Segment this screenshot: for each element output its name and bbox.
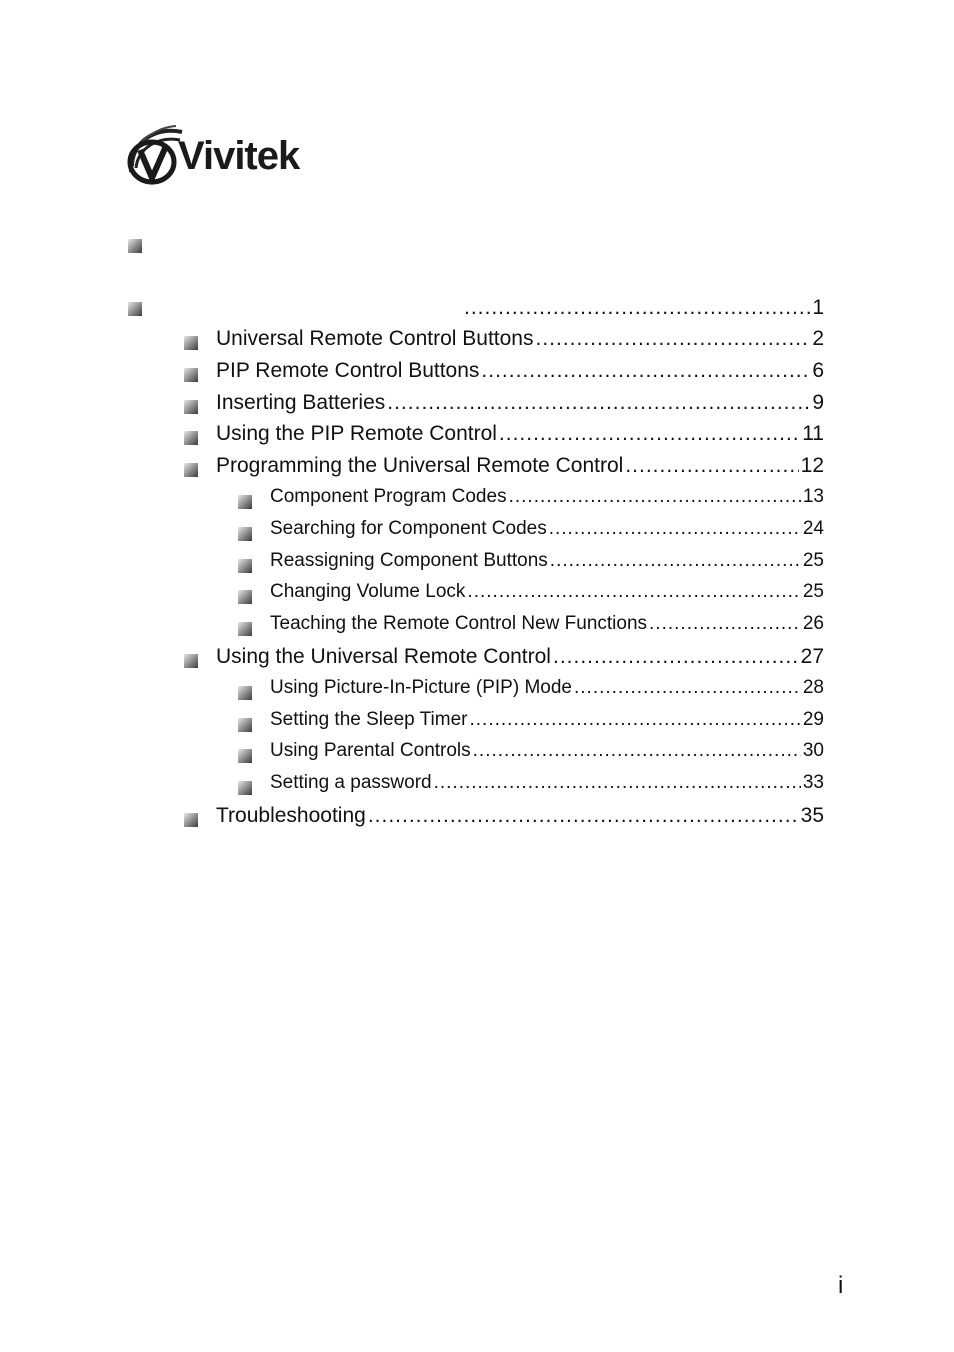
toc-entry-title: Teaching the Remote Control New Functions (270, 613, 648, 634)
toc-entry-page: 12 (800, 454, 824, 477)
logo-wordmark: Vivitek (178, 134, 300, 178)
toc-section-row[interactable] (462, 296, 824, 320)
toc-bullet-icon (184, 813, 198, 827)
toc-bullet-icon (184, 654, 198, 668)
toc-entry[interactable] (216, 645, 824, 669)
toc-leader (434, 772, 801, 794)
toc-entry-title: Using the PIP Remote Control (216, 422, 497, 445)
toc-bullet-icon (238, 622, 252, 636)
toc-entry[interactable] (270, 772, 824, 794)
toc-bullet-icon (184, 431, 198, 445)
toc-entry-page: 2 (812, 327, 824, 350)
toc-leader (464, 296, 810, 320)
toc-entry[interactable] (216, 327, 824, 351)
toc-entry-title: Universal Remote Control Buttons (216, 327, 534, 350)
toc-entry-page: 11 (802, 422, 824, 445)
toc-entry-page: 35 (800, 804, 824, 827)
toc-leader (467, 581, 800, 603)
toc-bullet-icon (184, 463, 198, 477)
toc-bullet-icon (238, 527, 252, 541)
toc-bullet-icon (238, 781, 252, 795)
section-bullet-icon (128, 302, 142, 316)
toc-entry-title: Using Parental Controls (270, 740, 471, 761)
toc-bullet-icon (238, 718, 252, 732)
toc-entry-title: Using Picture-In-Picture (PIP) Mode (270, 677, 572, 698)
toc-bullet-icon (238, 559, 252, 573)
vivitek-swoosh-icon (126, 122, 186, 188)
toc-leader (553, 645, 799, 669)
toc-page-number: 1 (812, 296, 824, 319)
toc-entry-page: 29 (802, 709, 824, 730)
toc-entry-page: 6 (812, 359, 824, 382)
toc-leader (549, 518, 801, 540)
toc-bullet-icon (184, 368, 198, 382)
toc-entry-title: Using the Universal Remote Control (216, 645, 551, 668)
toc-leader (368, 804, 799, 828)
toc-entry[interactable] (216, 454, 824, 478)
toc-entry-page: 28 (802, 677, 824, 698)
toc-entry-page: 13 (802, 486, 824, 507)
toc-leader (499, 422, 800, 446)
toc-entry-page: 30 (802, 740, 824, 761)
toc-entry-page: 25 (802, 581, 824, 602)
toc-entry[interactable] (270, 581, 824, 603)
toc-leader (470, 709, 801, 731)
toc-entry-title: Inserting Batteries (216, 391, 386, 414)
toc-entry[interactable] (270, 613, 824, 635)
toc-entry-page: 33 (802, 772, 824, 793)
toc-bullet-icon (238, 686, 252, 700)
toc-entry[interactable] (216, 359, 824, 383)
vivitek-logo (126, 122, 330, 188)
toc-entry-title: Troubleshooting (216, 804, 366, 827)
toc-entry-page: 9 (812, 391, 824, 414)
toc-entry-title: Reassigning Component Buttons (270, 550, 548, 571)
toc-entry-title: Setting a password (270, 772, 432, 793)
toc-entry[interactable] (270, 740, 824, 762)
toc-entry-page: 24 (802, 518, 824, 539)
toc-bullet-icon (238, 749, 252, 763)
toc-entry[interactable] (216, 391, 824, 415)
toc-leader (574, 677, 801, 699)
toc-bullet-icon (184, 400, 198, 414)
toc-leader (509, 486, 801, 508)
toc-entry-page: 26 (802, 613, 824, 634)
toc-bullet-icon (238, 590, 252, 604)
toc-entry[interactable] (270, 486, 824, 508)
toc-entry-title: PIP Remote Control Buttons (216, 359, 480, 382)
toc-bullet-icon (184, 336, 198, 350)
toc-entry-title: Setting the Sleep Timer (270, 709, 468, 730)
toc-entry[interactable] (270, 518, 824, 540)
toc-bullet-icon (238, 495, 252, 509)
section-bullet-icon (128, 239, 142, 253)
toc-entry-title: Programming the Universal Remote Control (216, 454, 624, 477)
toc-leader (550, 550, 801, 572)
toc-entry-page: 25 (802, 550, 824, 571)
page-number: i (838, 1272, 844, 1299)
toc-leader (625, 454, 798, 478)
toc-entry[interactable] (270, 677, 824, 699)
toc-entry-title: Component Program Codes (270, 486, 507, 507)
toc-entry-page: 27 (800, 645, 824, 668)
toc-leader (473, 740, 801, 762)
toc-leader (387, 391, 810, 415)
toc-leader (481, 359, 810, 383)
toc-entry-title: Changing Volume Lock (270, 581, 466, 602)
toc-entry[interactable] (216, 422, 824, 446)
toc-leader (535, 327, 810, 351)
toc-entry[interactable] (270, 550, 824, 572)
toc-entry[interactable] (216, 804, 824, 828)
toc-leader (649, 613, 801, 635)
toc-entry[interactable] (270, 709, 824, 731)
toc-entry-title: Searching for Component Codes (270, 518, 547, 539)
